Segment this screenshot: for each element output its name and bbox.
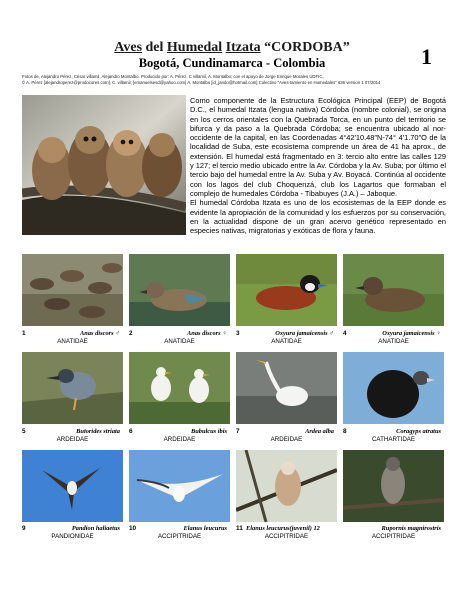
caption-7-number: 7 <box>236 428 240 435</box>
photo-anas-discors-female <box>129 254 230 326</box>
photo-anas-discors-male <box>22 254 123 326</box>
caption-8-species: Coragyps atratus <box>396 428 441 435</box>
photo-oxyura-jamaicensis-male <box>236 254 337 326</box>
caption-9-species: Pandion haliaetus <box>71 525 120 532</box>
credits <box>22 74 452 86</box>
caption-7-species: Ardea alba <box>305 428 334 435</box>
caption-11-species: Elanus leucurus(juvenil) 12 <box>246 525 320 532</box>
title-del: del <box>142 40 167 55</box>
caption-4-family: ANATIDAE <box>378 338 409 345</box>
caption-6-species: Bubulcus ibis <box>190 428 227 435</box>
caption-5-family: ARDEIDAE <box>56 436 89 443</box>
caption-12-species: Rupornis magnirostris <box>381 525 441 532</box>
caption-4-species: Oxyura jamaicensis ♀ <box>382 330 441 337</box>
caption-2-number: 2 <box>129 330 133 337</box>
caption-3-species: Oxyura jamaicensis ♂ <box>275 330 334 337</box>
caption-11-number: 11 <box>236 525 243 532</box>
page-number: 1 <box>421 44 432 69</box>
caption-6-number: 6 <box>129 428 133 435</box>
title-humedal: Humedal <box>166 40 223 55</box>
photo-bubulcus-ibis <box>129 352 230 424</box>
caption-8-number: 8 <box>343 428 347 435</box>
title-itzata: Itzata <box>225 40 261 55</box>
caption-4-number: 4 <box>343 330 347 337</box>
photo-pandion-haliaetus <box>22 450 123 522</box>
caption-2-family: ANATIDAE <box>164 338 195 345</box>
page-subtitle: Bogotá, Cundinamarca - Colombia <box>138 56 326 70</box>
caption-6-family: ARDEIDAE <box>163 436 196 443</box>
intro-text <box>190 96 446 235</box>
caption-9-number: 9 <box>22 525 26 532</box>
page-title <box>0 40 464 56</box>
photo-coragyps-atratus <box>343 352 444 424</box>
caption-1-number: 1 <box>22 330 26 337</box>
photo-oxyura-jamaicensis-female <box>343 254 444 326</box>
photo-elanus-leucurus <box>129 450 230 522</box>
caption-10-number: 10 <box>129 525 137 532</box>
intro-paragraph-1: Como componente de la Estructura Ecológica Principal (EEP) de Bogotá D.C., el humedal Itzata (lengua nativa) Córdoba (nombre colonial), se origina en los cerros orientales con la Quebrada Torca, en un punto del territorio se bifurca y da paso a la Quebrada Córdoba; se encuentra ubicado al nor-occidente de la capital, en las Coordenadas 4°42′10.48″N-74° 4′1.70″O de la localidad de Suba, este ecosistema comprende un área de 41 ha aprox., de extensión. El humedal está fragmentado en 3: tercio alto entre las calles 129 y 127; el tercio medio ubicado entre la Av. Córdoba y la Av. Suba; por último el tercio bajo del humedal entre la Av. Suba y Av. Boyacá. Continúa al occidente con los lagos del club Choquenzá, club los Lagartos que formaban el complejo de humedales Córdoba - Tibabuyes (J.A.) – Jaboque. <box>190 96 446 198</box>
caption-8-family: CATHARTIDAE <box>371 436 416 443</box>
photo-ardea-alba <box>236 352 337 424</box>
photo-rupornis-magnirostris <box>343 450 444 522</box>
caption-10-family: ACCIPITRIDAE <box>157 533 202 540</box>
intro-paragraph-2: El humedal Córdoba Itzata es uno de los ecosistemas de la EEP donde es evidente la apropiación de la comunidad y los esfuerzos por su conservación, en la actualidad dispone de un gran acervo genético representado en especies nativas, migratorias y exóticas de flora y fauna. <box>190 198 446 236</box>
caption-1-family: ANATIDAE <box>57 338 88 345</box>
caption-3-number: 3 <box>236 330 240 337</box>
caption-1-species: Anas discors ♂ <box>80 330 120 337</box>
caption-10-species: Elanus leucurus <box>183 525 227 532</box>
caption-9-family: PANDIONIDAE <box>51 533 94 540</box>
credits-line-2: © A. Pérez [alejandroperez@prodocores.com], C. villamil, [emanuelsesd@yahoo.com] A. Montalbo [id_jando@hotmail.com] Colectivo “Aves-tamiento en Humedales” 636 version 1 07/2014 <box>22 80 381 85</box>
caption-12-family: ACCIPITRIDAE <box>371 533 416 540</box>
caption-11-family: ACCIPITRIDAE <box>264 533 309 540</box>
hero-photo-owls <box>22 95 186 235</box>
page-header <box>0 40 464 71</box>
title-aves: Aves <box>114 40 143 55</box>
caption-3-family: ANATIDAE <box>271 338 302 345</box>
caption-5-number: 5 <box>22 428 26 435</box>
caption-5-species: Butorides striata <box>76 428 120 435</box>
title-cordoba: “CORDOBA” <box>260 40 350 55</box>
caption-2-species: Anas discors ♀ <box>187 330 227 337</box>
photo-butorides-striata <box>22 352 123 424</box>
caption-7-family: ARDEIDAE <box>270 436 303 443</box>
credits-line-1: Fotos de, Alejandro Pérez, César villamil, Alejandro Montalbo. Producido por: A. Pérez, C villamil, A. Montalbo; con el apoyo de Jorge Enrique Morales UDFIC, <box>22 74 324 79</box>
photo-elanus-leucurus-juvenile <box>236 450 337 522</box>
